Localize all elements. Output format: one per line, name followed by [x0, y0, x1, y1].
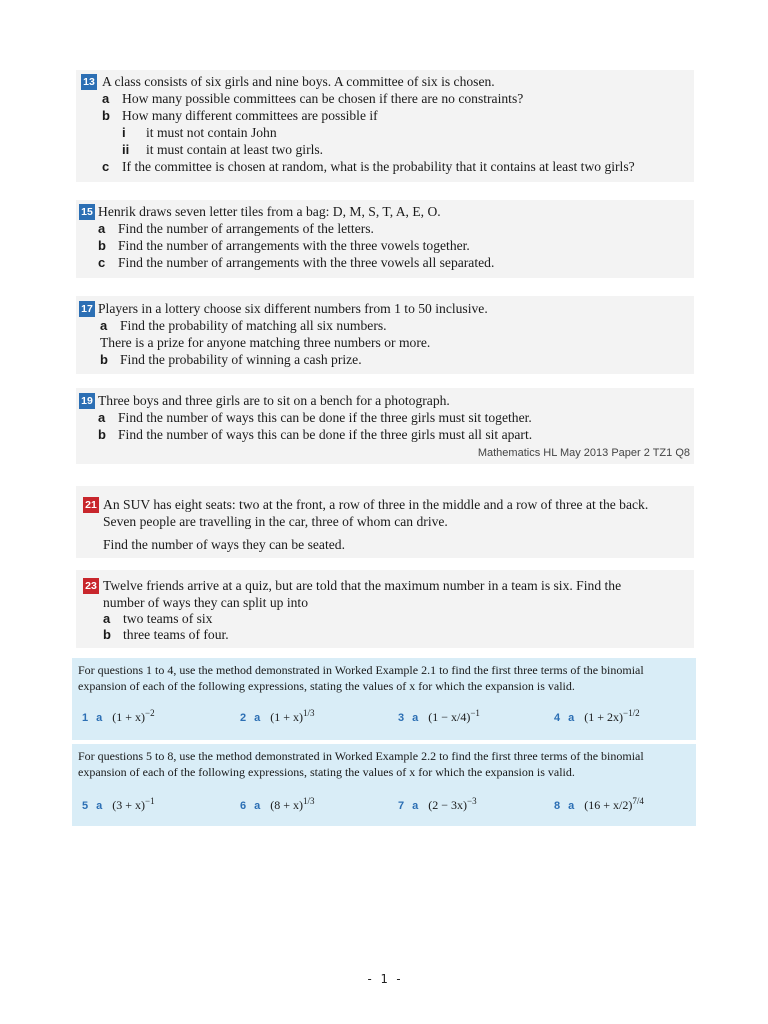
- question-text: number of ways they can split up into: [103, 595, 309, 610]
- exercise-intro: For questions 1 to 4, use the method demonstrated in Worked Example 2.1 to find the first three terms of the binomial expansion of each of the following expressions, stating the values of x for which the expansion is valid.: [78, 663, 644, 693]
- part-label: a: [102, 91, 110, 106]
- expression-base: (1 + x): [270, 710, 304, 724]
- part-label: b: [98, 238, 106, 253]
- subpart-label: i: [122, 125, 126, 140]
- exercise-part: a: [568, 800, 575, 812]
- expression-base: (1 + x): [112, 710, 146, 724]
- exercise-number: 2: [240, 712, 247, 724]
- exercise-item: [554, 796, 644, 813]
- question-13-block: [76, 70, 694, 182]
- question-text: There is a prize for anyone matching three numbers or more.: [100, 335, 431, 350]
- part-label: b: [98, 427, 106, 442]
- exercise-item: [240, 796, 315, 813]
- exercise-number: 7: [398, 800, 405, 812]
- expression-base: (16 + x/2): [584, 798, 633, 812]
- part-text: If the committee is chosen at random, what is the probability that it contains at least two girls?: [122, 159, 635, 174]
- exercise-number: 5: [82, 800, 89, 812]
- exercise-item: [82, 796, 155, 813]
- part-label: a: [100, 318, 108, 333]
- exercise-number: 4: [554, 712, 561, 724]
- question-23-block: [76, 570, 694, 648]
- question-number-badge: 17: [79, 301, 95, 317]
- subpart-text: it must not contain John: [146, 125, 277, 140]
- exercise-part: a: [96, 800, 103, 812]
- question-text: Seven people are travelling in the car, three of whom can drive.: [103, 514, 448, 529]
- part-label: c: [98, 255, 106, 270]
- question-17-block: [76, 296, 694, 374]
- part-text: How many different committees are possible if: [122, 108, 378, 123]
- question-number-badge: 23: [83, 578, 99, 594]
- exercise-number: 8: [554, 800, 561, 812]
- exercise-item: [82, 708, 155, 725]
- part-label: a: [103, 611, 111, 626]
- exercise-box-questions-5-8: [72, 744, 696, 826]
- part-text: Find the number of ways this can be done if the three girls must sit together.: [118, 410, 532, 425]
- part-text: Find the probability of winning a cash prize.: [120, 352, 362, 367]
- expression-exponent: 1/3: [303, 796, 315, 806]
- source-reference: Mathematics HL May 2013 Paper 2 TZ1 Q8: [477, 447, 690, 459]
- part-label: b: [102, 108, 110, 123]
- exercise-number: 6: [240, 800, 247, 812]
- part-label: a: [98, 410, 106, 425]
- expression-base: (1 − x/4): [428, 710, 471, 724]
- exercise-part: a: [412, 712, 419, 724]
- expression-base: (3 + x): [112, 798, 146, 812]
- question-number-badge: 21: [83, 497, 99, 513]
- part-label: b: [103, 627, 111, 642]
- part-text: Find the number of ways this can be done if the three girls must all sit apart.: [118, 427, 533, 442]
- expression-base: (8 + x): [270, 798, 304, 812]
- exercise-item: [554, 708, 640, 725]
- question-number-badge: 19: [79, 393, 95, 409]
- expression-base: (1 + 2x): [584, 710, 624, 724]
- exercise-number: 3: [398, 712, 405, 724]
- subpart-text: it must contain at least two girls.: [146, 142, 324, 157]
- question-text: An SUV has eight seats: two at the front, a row of three in the middle and a row of three at the back.: [103, 497, 649, 512]
- exercise-box-questions-1-4: [72, 658, 696, 740]
- exercise-part: a: [568, 712, 575, 724]
- part-text: Find the number of arrangements with the three vowels all separated.: [118, 255, 495, 270]
- question-number-badge: 13: [81, 74, 97, 90]
- expression-exponent: −1/2: [623, 708, 640, 718]
- part-text: three teams of four.: [123, 627, 229, 642]
- question-stem: Players in a lottery choose six different numbers from 1 to 50 inclusive.: [98, 301, 488, 316]
- question-stem: Henrik draws seven letter tiles from a bag: D, M, S, T, A, E, O.: [98, 204, 441, 219]
- exercise-part: a: [254, 800, 261, 812]
- question-text: Twelve friends arrive at a quiz, but are told that the maximum number in a team is six. Find the: [103, 578, 622, 593]
- exercise-item: [240, 708, 315, 725]
- exercise-row: [72, 792, 696, 818]
- question-stem: Three boys and three girls are to sit on a bench for a photograph.: [98, 393, 450, 408]
- exercise-row: [72, 706, 696, 732]
- question-text: Find the number of ways they can be seated.: [103, 537, 345, 552]
- expression-exponent: −3: [467, 796, 477, 806]
- exercise-item: [398, 796, 477, 813]
- expression-exponent: 7/4: [632, 796, 644, 806]
- expression-base: (2 − 3x): [428, 798, 468, 812]
- expression-exponent: −2: [145, 708, 155, 718]
- exercise-item: [398, 708, 480, 725]
- question-stem: A class consists of six girls and nine boys. A committee of six is chosen.: [102, 74, 495, 89]
- exercise-part: a: [254, 712, 261, 724]
- part-text: Find the number of arrangements with the three vowels together.: [118, 238, 470, 253]
- part-text: two teams of six: [123, 611, 213, 626]
- exercise-part: a: [412, 800, 419, 812]
- expression-exponent: −1: [145, 796, 155, 806]
- part-label: a: [98, 221, 106, 236]
- part-label: b: [100, 352, 108, 367]
- question-number-badge: 15: [79, 204, 95, 220]
- subpart-label: ii: [122, 142, 130, 157]
- part-text: How many possible committees can be chosen if there are no constraints?: [122, 91, 524, 106]
- page-number: - 1 -: [365, 972, 403, 986]
- exercise-intro: For questions 5 to 8, use the method demonstrated in Worked Example 2.2 to find the first three terms of the binomial expansion of each of the following expressions, stating the values of x for which the expansion is valid.: [78, 749, 644, 779]
- expression-exponent: 1/3: [303, 708, 315, 718]
- part-text: Find the number of arrangements of the letters.: [118, 221, 374, 236]
- question-15-block: [76, 200, 694, 278]
- question-21-block: [76, 486, 694, 558]
- part-text: Find the probability of matching all six numbers.: [120, 318, 387, 333]
- expression-exponent: −1: [470, 708, 480, 718]
- exercise-part: a: [96, 712, 103, 724]
- exercise-number: 1: [82, 712, 89, 724]
- part-label: c: [102, 159, 110, 174]
